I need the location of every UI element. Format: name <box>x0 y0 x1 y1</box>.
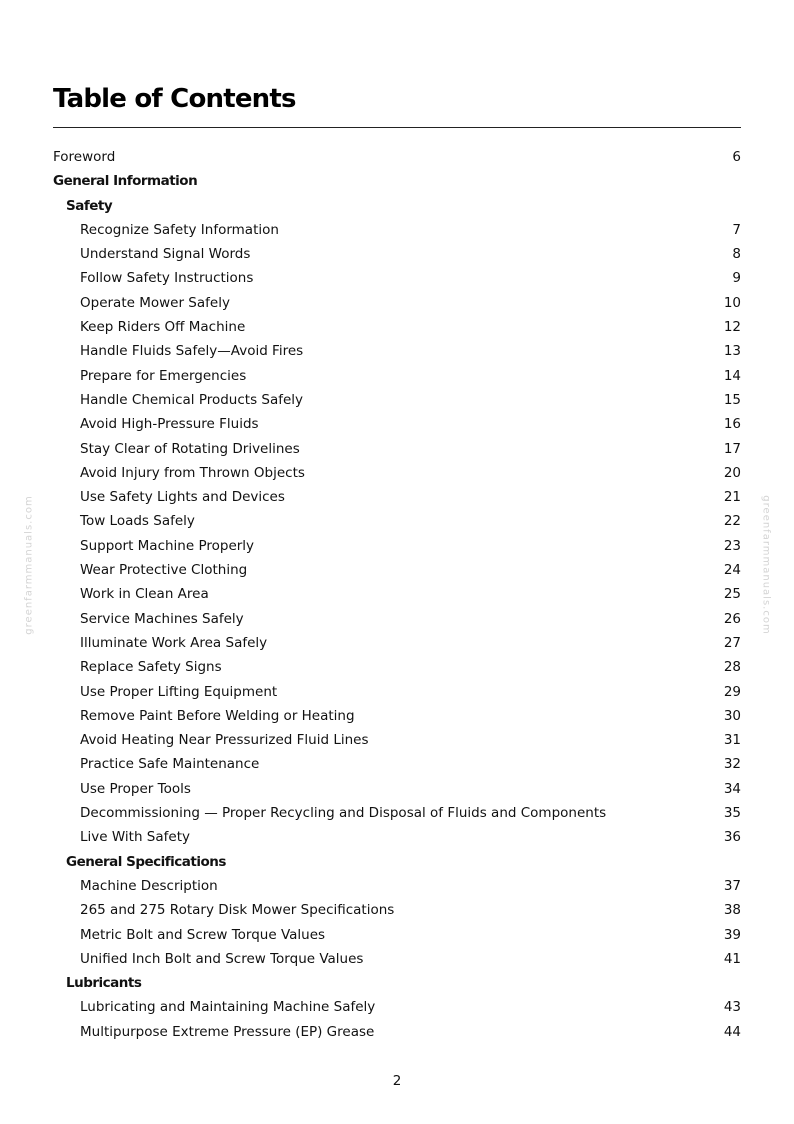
toc-entry[interactable] <box>53 1020 741 1044</box>
toc-entry[interactable] <box>53 752 741 776</box>
toc-entry-page-number: 12 <box>723 319 741 336</box>
toc-entry-page-number: 30 <box>723 707 741 724</box>
toc-entry-title: Lubricants <box>66 975 142 992</box>
toc-entry[interactable] <box>53 607 741 631</box>
toc-section-heading <box>53 194 741 218</box>
toc-entry-page-number: 26 <box>723 610 741 627</box>
toc-entry-title: Keep Riders Off Machine <box>80 319 246 336</box>
toc-entry[interactable] <box>53 655 741 679</box>
toc-entry[interactable] <box>53 315 741 339</box>
toc-entry-page-number: 32 <box>723 756 741 773</box>
toc-entry-page-number: 44 <box>723 1023 741 1040</box>
toc-entry-title: Recognize Safety Information <box>80 221 279 238</box>
toc-entry-page-number: 43 <box>723 999 741 1016</box>
toc-entry-page-number: 22 <box>723 513 741 530</box>
title-divider <box>53 127 741 128</box>
toc-entry-page-number: 9 <box>732 270 741 287</box>
toc-entry-title: Live With Safety <box>80 829 190 846</box>
toc-entry-page-number: 38 <box>723 902 741 919</box>
toc-entry-page-number: 23 <box>723 537 741 554</box>
toc-entry[interactable] <box>53 461 741 485</box>
toc-entry-page-number: 7 <box>732 221 741 238</box>
toc-entry-page-number: 29 <box>723 683 741 700</box>
toc-section-heading <box>53 971 741 995</box>
toc-entry-title: Metric Bolt and Screw Torque Values <box>80 926 326 943</box>
toc-entry-title: Handle Fluids Safely—Avoid Fires <box>80 343 304 360</box>
toc-entry-title: Work in Clean Area <box>80 586 209 603</box>
toc-entry-title: Avoid Heating Near Pressurized Fluid Lines <box>80 732 369 749</box>
toc-entry[interactable] <box>53 582 741 606</box>
toc-section-heading <box>53 169 741 193</box>
toc-entry[interactable] <box>53 898 741 922</box>
toc-entry-title: Practice Safe Maintenance <box>80 756 260 773</box>
toc-entry-page-number: 41 <box>723 950 741 967</box>
toc-entry[interactable] <box>53 364 741 388</box>
toc-entry-title: Illuminate Work Area Safely <box>80 634 268 651</box>
toc-entry-title: Follow Safety Instructions <box>80 270 254 287</box>
toc-entry-title: Decommissioning — Proper Recycling and Disposal of Fluids and Components <box>80 805 607 822</box>
toc-entry[interactable] <box>53 558 741 582</box>
toc-entry-page-number: 13 <box>723 343 741 360</box>
page-number: 2 <box>392 1073 402 1089</box>
toc-entry-page-number: 6 <box>732 149 741 165</box>
toc-entry[interactable] <box>53 534 741 558</box>
toc-entry[interactable] <box>53 218 741 242</box>
watermark-left: greenfarmmanuals.com <box>23 495 35 635</box>
toc-entry-title: Stay Clear of Rotating Drivelines <box>80 440 300 457</box>
toc-entry-page-number: 35 <box>723 805 741 822</box>
toc-entry-page-number: 10 <box>723 294 741 311</box>
toc-entry[interactable] <box>53 631 741 655</box>
toc-entry[interactable] <box>53 437 741 461</box>
toc-entry[interactable] <box>53 145 741 169</box>
toc-entry-title: Safety <box>66 197 113 214</box>
toc-entry[interactable] <box>53 947 741 971</box>
toc-entry[interactable] <box>53 388 741 412</box>
toc-entry-title: Remove Paint Before Welding or Heating <box>80 707 355 724</box>
toc-entry-page-number: 25 <box>723 586 741 603</box>
toc-entry[interactable] <box>53 777 741 801</box>
toc-entry-title: Machine Description <box>80 877 218 894</box>
toc-entry-title: General Information <box>53 173 198 190</box>
toc-entry-title: Tow Loads Safely <box>80 513 195 530</box>
toc-entry-title: Avoid Injury from Thrown Objects <box>80 464 305 481</box>
toc-entry[interactable] <box>53 825 741 849</box>
toc-entry[interactable] <box>53 485 741 509</box>
toc-entry-title: Handle Chemical Products Safely <box>80 391 304 408</box>
toc-entry[interactable] <box>53 923 741 947</box>
toc-entry-page-number: 8 <box>732 246 741 263</box>
toc-entry[interactable] <box>53 704 741 728</box>
toc-entry-page-number: 15 <box>723 391 741 408</box>
toc-entry-page-number: 34 <box>723 780 741 797</box>
toc-entry-page-number: 27 <box>723 634 741 651</box>
toc-entry[interactable] <box>53 728 741 752</box>
toc-entry-title: Operate Mower Safely <box>80 294 230 311</box>
toc-entry-page-number: 14 <box>723 367 741 384</box>
toc-entry-title: Unified Inch Bolt and Screw Torque Values <box>80 950 364 967</box>
toc-entry-page-number: 28 <box>723 659 741 676</box>
toc-entry[interactable] <box>53 509 741 533</box>
page-title: Table of Contents <box>53 84 296 114</box>
toc-entry-page-number: 21 <box>723 489 741 506</box>
toc-entry[interactable] <box>53 412 741 436</box>
toc-entry-page-number: 24 <box>723 562 741 579</box>
toc-entry-title: Support Machine Properly <box>80 537 255 554</box>
toc-entry[interactable] <box>53 242 741 266</box>
toc-entry[interactable] <box>53 874 741 898</box>
toc-entry-title: Use Safety Lights and Devices <box>80 489 285 506</box>
toc-entry-page-number: 20 <box>723 464 741 481</box>
toc-entry-title: Use Proper Tools <box>80 780 191 797</box>
toc-entry[interactable] <box>53 339 741 363</box>
watermark-right: greenfarmmanuals.com <box>760 495 772 635</box>
toc-entry[interactable] <box>53 680 741 704</box>
toc-entry-title: Prepare for Emergencies <box>80 367 247 384</box>
toc-entry-title: Service Machines Safely <box>80 610 244 627</box>
toc-entry-page-number: 36 <box>723 829 741 846</box>
toc-entry-page-number: 16 <box>723 416 741 433</box>
toc-entry[interactable] <box>53 266 741 290</box>
toc-entry-title: Replace Safety Signs <box>80 659 222 676</box>
toc-entry-title: Avoid High-Pressure Fluids <box>80 416 259 433</box>
toc-entry-title: Use Proper Lifting Equipment <box>80 683 278 700</box>
toc-entry[interactable] <box>53 995 741 1019</box>
toc-entry-title: 265 and 275 Rotary Disk Mower Specifications <box>80 902 395 919</box>
toc-entry-page-number: 39 <box>723 926 741 943</box>
toc-section-heading <box>53 850 741 874</box>
toc-entry-page-number: 31 <box>723 732 741 749</box>
toc-entry-title: Multipurpose Extreme Pressure (EP) Grease <box>80 1023 375 1040</box>
toc-entry-page-number: 17 <box>723 440 741 457</box>
toc-entry[interactable] <box>53 801 741 825</box>
toc-entry-title: Lubricating and Maintaining Machine Safely <box>80 999 376 1016</box>
toc-entry[interactable] <box>53 291 741 315</box>
toc-entry-page-number: 37 <box>723 877 741 894</box>
toc-entry-title: Understand Signal Words <box>80 246 251 263</box>
toc-entry-title: Wear Protective Clothing <box>80 562 248 579</box>
table-of-contents <box>53 145 741 1044</box>
toc-entry-title: General Specifications <box>66 853 226 870</box>
toc-entry-title: Foreword <box>53 149 116 165</box>
